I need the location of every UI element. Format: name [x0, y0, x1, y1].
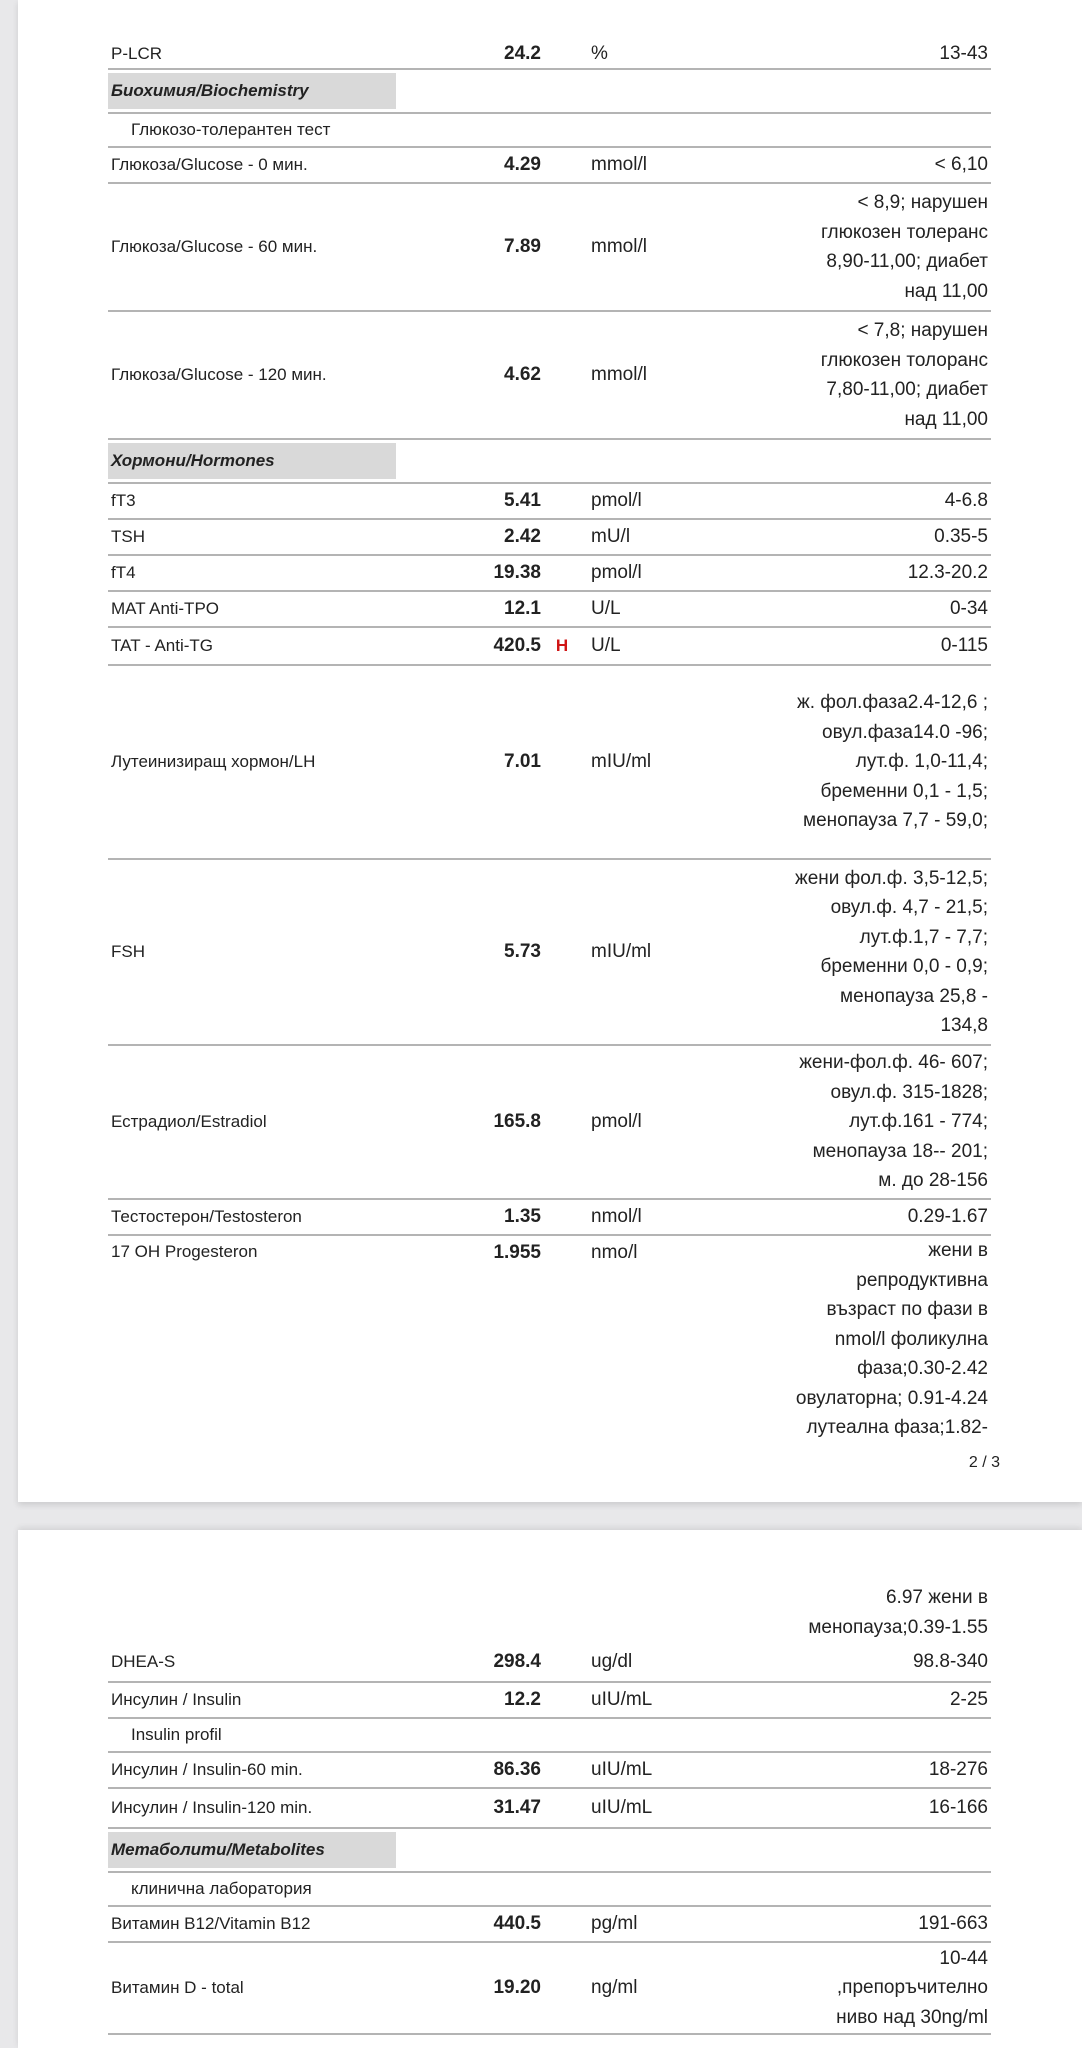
result-unit: nmol/l: [591, 1206, 642, 1227]
result-unit: mmol/l: [591, 154, 647, 175]
reference-range: [773, 486, 991, 516]
reference-line: овул.ф. 315-1828;: [830, 1081, 988, 1103]
reference-line: 98.8-340: [912, 1651, 988, 1673]
reference-line: 18-276: [928, 1759, 988, 1781]
reference-line: бременни 0,1 - 1,5;: [820, 780, 988, 802]
result-row: [108, 592, 991, 628]
reference-line: 6.97 жени в: [885, 1587, 988, 1608]
reference-range: [773, 1048, 991, 1196]
reference-line: лутеална фаза;1.82-: [806, 1417, 988, 1438]
result-row: [108, 628, 991, 666]
reference-range: [773, 1755, 991, 1785]
reference-line: овул.ф. 4,7 - 21,5;: [830, 897, 988, 918]
result-value: 1.35: [504, 1206, 541, 1227]
result-value: 12.1: [504, 598, 541, 619]
result-value: 19.38: [493, 562, 541, 583]
test-name: 17 OH Progesteron: [111, 1242, 258, 1261]
result-unit: ug/dl: [591, 1651, 633, 1672]
reference-line: < 8,9; нарушен: [857, 192, 988, 213]
reference-line: лут.ф.1,7 - 7,7;: [859, 926, 988, 948]
reference-line: възраст по фази в: [826, 1299, 988, 1320]
result-value: 298.4: [493, 1651, 541, 1672]
result-value: 5.41: [504, 490, 541, 511]
result-value: [438, 1583, 541, 1589]
subsection-label: Глюкозо-толерантен тест: [131, 120, 331, 139]
result-unit: U/L: [591, 598, 621, 619]
reference-line: жени-фол.ф. 46- 607;: [799, 1052, 988, 1074]
test-name: Витамин D - total: [111, 1978, 244, 1997]
reference-range: [773, 188, 991, 306]
result-row: [108, 1683, 991, 1719]
reference-line: 13-43: [939, 43, 988, 65]
abnormal-flag: [541, 1583, 583, 1589]
reference-range: [773, 39, 991, 69]
test-name: MAT Anti-TPO: [111, 599, 220, 618]
result-value: 12.2: [504, 1689, 541, 1710]
result-unit: pg/ml: [591, 1913, 638, 1934]
reference-line: менопауза;0.39-1.55: [808, 1616, 988, 1638]
result-row: [108, 666, 991, 860]
reference-range: [773, 150, 991, 180]
reference-range: [773, 864, 991, 1041]
test-name: Тестостерон/Testosteron: [111, 1207, 302, 1226]
reference-line: менопауза 18-- 201;: [812, 1140, 988, 1162]
reference-line: < 6,10: [934, 154, 988, 176]
result-value: 7.89: [504, 236, 541, 257]
test-name: Глюкоза/Glucose - 0 мин.: [111, 155, 308, 174]
reference-line: бременни 0,0 - 0,9;: [820, 956, 988, 977]
reference-range: [773, 594, 991, 624]
result-value: 420.5: [493, 635, 541, 656]
reference-line: ж. фол.фаза2.4-12,6 ;: [797, 692, 988, 714]
reference-range: [773, 1944, 991, 2033]
result-unit: mIU/ml: [591, 941, 652, 962]
reference-line: над 11,00: [904, 280, 988, 302]
test-name: [108, 1583, 438, 1589]
result-row: [108, 1753, 991, 1789]
result-value: 1.955: [493, 1242, 541, 1263]
result-unit: nmo/l: [591, 1242, 638, 1263]
test-name: Витамин B12/Vitamin B12: [111, 1914, 311, 1933]
reference-line: 4-6.8: [944, 490, 988, 512]
reference-line: менопауза 25,8 -: [840, 985, 988, 1007]
reference-range: [773, 1685, 991, 1715]
abnormal-flag: [541, 1236, 583, 1242]
section-title: Биохимия/Biochemistry: [108, 73, 396, 109]
result-unit: [583, 1583, 773, 1589]
test-name: Инсулин / Insulin-60 min.: [111, 1760, 303, 1779]
result-value: 2.42: [504, 526, 541, 547]
reference-line: фаза;0.30-2.42: [857, 1358, 988, 1379]
continuation-row: [108, 1583, 991, 1643]
result-value: 4.62: [504, 364, 541, 385]
result-unit: uIU/mL: [591, 1797, 653, 1818]
reference-line: 0-115: [940, 635, 988, 657]
result-unit: uIU/mL: [591, 1759, 653, 1780]
result-row: [108, 520, 991, 556]
result-value: 86.36: [493, 1759, 541, 1780]
section-header-row: [108, 1829, 991, 1873]
reference-line: ниво над 30ng/ml: [836, 2006, 988, 2028]
reference-line: над 11,00: [904, 408, 988, 430]
reference-range: [773, 1236, 991, 1443]
reference-range: [773, 1909, 991, 1939]
result-value: 440.5: [493, 1913, 541, 1934]
reference-line: 0.35-5: [934, 526, 988, 548]
result-value: 165.8: [493, 1111, 541, 1132]
reference-line: глюкозен толеранс: [821, 221, 988, 243]
abnormal-flag: H: [555, 636, 569, 655]
reference-line: 12.3-20.2: [907, 562, 988, 584]
test-name: TSH: [111, 527, 145, 546]
result-row: [108, 184, 991, 312]
test-name: P-LCR: [111, 44, 163, 63]
result-unit: mU/l: [591, 526, 631, 547]
reference-line: овул.фаза14.0 -96;: [822, 721, 988, 743]
reference-line: жени фол.ф. 3,5-12,5;: [795, 867, 988, 889]
result-unit: uIU/mL: [591, 1689, 653, 1710]
result-value: 5.73: [504, 941, 541, 962]
result-unit: mmol/l: [591, 364, 647, 385]
result-unit: pmol/l: [591, 562, 642, 583]
section-title: Метаболити/Metabolites: [108, 1832, 396, 1868]
reference-line: репродуктивна: [856, 1269, 988, 1291]
reference-line: глюкозен толоранс: [820, 349, 988, 371]
subsection-label: клинична лаборатория: [131, 1879, 312, 1898]
result-unit: mIU/ml: [591, 751, 652, 772]
test-name: Инсулин / Insulin: [111, 1690, 242, 1709]
result-unit: U/L: [591, 635, 621, 656]
reference-range: [773, 1583, 991, 1642]
reference-line: лут.ф.161 - 774;: [849, 1111, 988, 1133]
reference-line: < 7,8; нарушен: [857, 320, 988, 341]
result-unit: ng/ml: [591, 1977, 638, 1998]
reference-line: м. до 28-156: [878, 1170, 988, 1192]
results-table-page-2: [108, 40, 991, 1444]
reference-range: [773, 316, 991, 434]
result-unit: pmol/l: [591, 1111, 642, 1132]
test-name: FSH: [111, 942, 145, 961]
test-name: Лутеинизиращ хормон/LH: [111, 752, 316, 771]
result-row: [108, 1907, 991, 1943]
section-header-row: [108, 440, 991, 484]
section-header-row: [108, 70, 991, 114]
page-number: 2 / 3: [968, 1454, 1000, 1471]
reference-line: 0.29-1.67: [907, 1206, 988, 1228]
reference-line: 16-166: [928, 1797, 988, 1819]
reference-line: 134,8: [940, 1015, 988, 1036]
reference-range: [773, 1647, 991, 1677]
reference-range: [773, 1202, 991, 1232]
result-unit: pmol/l: [591, 490, 642, 511]
reference-line: ,препоръчително: [836, 1977, 988, 1999]
result-value: 7.01: [504, 751, 541, 772]
result-row: [108, 1046, 991, 1200]
result-value: 31.47: [493, 1797, 541, 1818]
result-row: [108, 40, 991, 70]
test-name: fT3: [111, 491, 136, 510]
reference-line: 7,80-11,00; диабет: [826, 379, 988, 400]
result-row: [108, 1943, 991, 2035]
subsection-row: [108, 1719, 991, 1753]
result-row: [108, 860, 991, 1046]
result-unit: %: [591, 43, 608, 64]
result-unit: mmol/l: [591, 236, 647, 257]
reference-range: [773, 1793, 991, 1823]
result-row: [108, 1789, 991, 1829]
test-name: fT4: [111, 563, 136, 582]
reference-line: 10-44: [939, 1947, 988, 1969]
result-row: [108, 1643, 991, 1683]
test-name: Естрадиол/Estradiol: [111, 1112, 267, 1131]
result-row: [108, 148, 991, 184]
result-row: [108, 312, 991, 440]
reference-line: 8,90-11,00; диабет: [826, 251, 988, 272]
test-name: TAT - Anti-TG: [111, 636, 214, 655]
test-name: Глюкоза/Glucose - 60 мин.: [111, 237, 318, 256]
test-name: DHEA-S: [111, 1652, 176, 1671]
reference-line: жени в: [928, 1240, 988, 1261]
reference-line: 2-25: [949, 1689, 988, 1711]
reference-line: 191-663: [918, 1913, 988, 1935]
test-name: Глюкоза/Glucose - 120 мин.: [111, 365, 327, 384]
result-row: [108, 556, 991, 592]
subsection-row: [108, 1873, 991, 1907]
result-row: [108, 1200, 991, 1236]
reference-line: 0-34: [949, 598, 988, 620]
reference-line: nmol/l фоликулна: [834, 1328, 988, 1350]
reference-range: [773, 558, 991, 588]
result-value: 24.2: [504, 43, 541, 64]
result-row: [108, 484, 991, 520]
subsection-row: [108, 114, 991, 148]
reference-line: овулаторна; 0.91-4.24: [795, 1387, 988, 1409]
reference-range: [773, 688, 991, 836]
section-title: Хормони/Hormones: [108, 443, 396, 479]
result-value: 19.20: [493, 1977, 541, 1998]
result-value: 4.29: [504, 154, 541, 175]
reference-line: лут.ф. 1,0-11,4;: [855, 751, 988, 773]
result-row: [108, 1236, 991, 1444]
reference-line: менопауза 7,7 - 59,0;: [803, 810, 988, 832]
reference-range: [773, 522, 991, 552]
results-table-page-3: [108, 1583, 991, 2035]
reference-range: [773, 631, 991, 661]
test-name: Инсулин / Insulin-120 min.: [111, 1798, 313, 1817]
subsection-label: Insulin profil: [131, 1725, 222, 1744]
